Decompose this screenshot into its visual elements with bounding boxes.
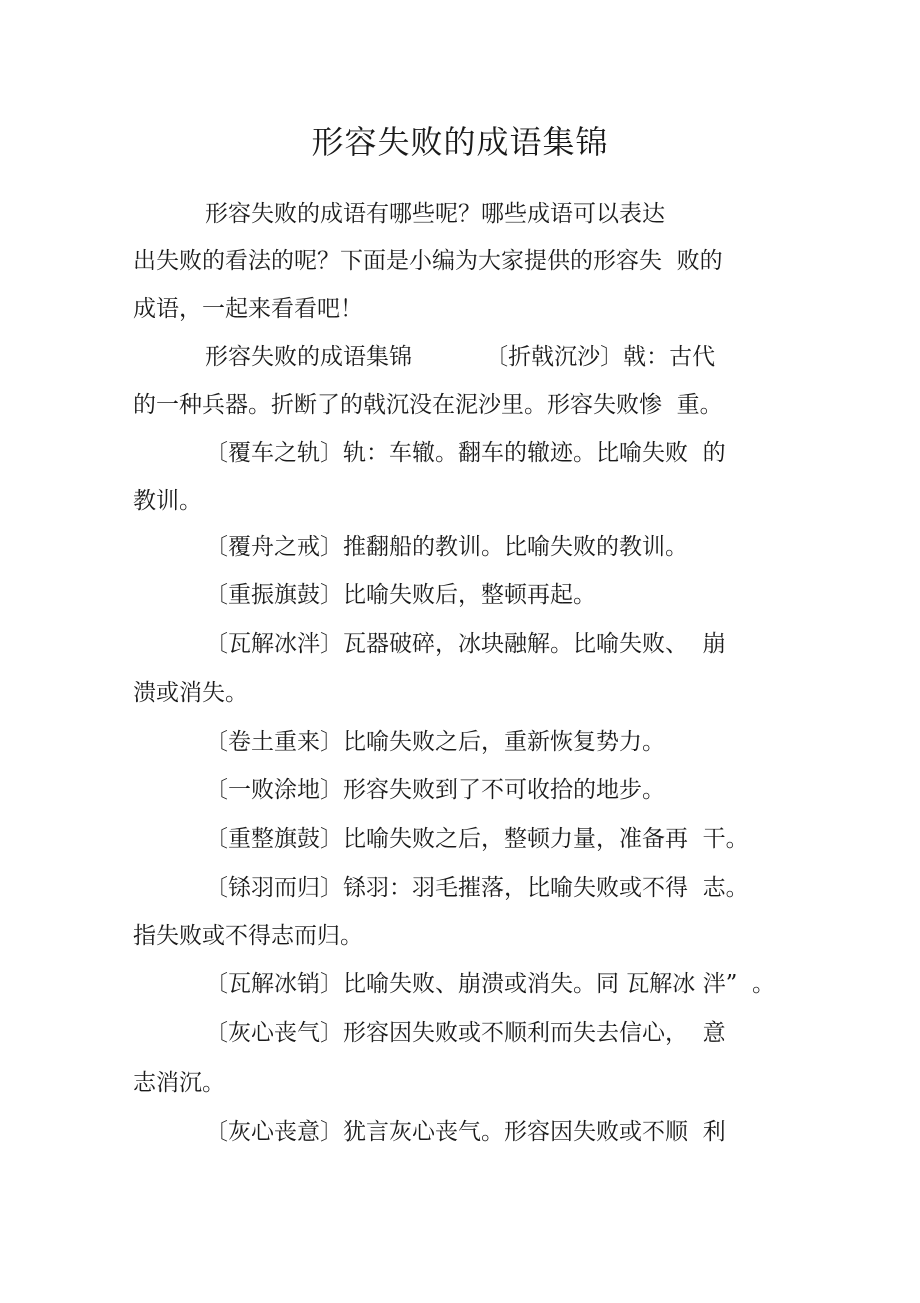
entry-zhejichensha-continued: 的一种兵器。折断了的戟沉没在泥沙里。形容失败惨 重。: [133, 392, 723, 418]
section-heading-line: 形容失败的成语集锦 〔折戟沉沙〕戟：古代: [205, 344, 716, 370]
entry-wajiebingxiao: 〔瓦解冰销〕比喻失败、崩溃或消失。同 瓦解冰 泮” 。: [205, 971, 776, 997]
entry-fuchezhigui-continued: 教训。: [133, 488, 202, 514]
page-title: 形容失败的成语集锦: [311, 123, 609, 161]
entry-zhenqigu: 〔重振旗鼓〕比喻失败后，整顿再起。: [205, 582, 596, 608]
entry-chongzhengqigu: 〔重整旗鼓〕比喻失败之后，整顿力量，准备再 干。: [205, 826, 749, 852]
entry-shayuergui-continued: 指失败或不得志而归。: [133, 923, 363, 949]
entry-fuzhouzhijie: 〔覆舟之戒〕推翻船的教训。比喻失败的教训。: [205, 534, 688, 560]
entry-juantuchonglai: 〔卷土重来〕比喻失败之后，重新恢复势力。: [205, 729, 665, 755]
entry-wajiebingpan-continued: 溃或消失。: [133, 680, 248, 706]
entry-huixinsangqi-continued: 志消沉。: [133, 1070, 225, 1096]
entry-yibaitudi: 〔一败涂地〕形容失败到了不可收拾的地步。: [205, 777, 665, 803]
intro-line-3: 成语，一起来看看吧！: [133, 296, 363, 322]
entry-wajiebingpan: 〔瓦解冰泮〕瓦器破碎，冰块融解。比喻失败、 崩: [205, 631, 726, 657]
entry-fuchezhigui: 〔覆车之轨〕轨：车辙。翻车的辙迹。比喻失败 的: [205, 440, 726, 466]
entry-shayuergui: 〔铩羽而归〕铩羽：羽毛摧落，比喻失败或不得 志。: [205, 875, 749, 901]
intro-line-1: 形容失败的成语有哪些呢？哪些成语可以表达: [205, 201, 665, 227]
entry-huixinsangyi: 〔灰心丧意〕犹言灰心丧气。形容因失败或不顺 利: [205, 1119, 726, 1145]
intro-line-2: 出失败的看法的呢？下面是小编为大家提供的形容失 败的: [133, 248, 723, 274]
entry-huixinsangqi: 〔灰心丧气〕形容因失败或不顺利而失去信心， 意: [205, 1020, 726, 1046]
